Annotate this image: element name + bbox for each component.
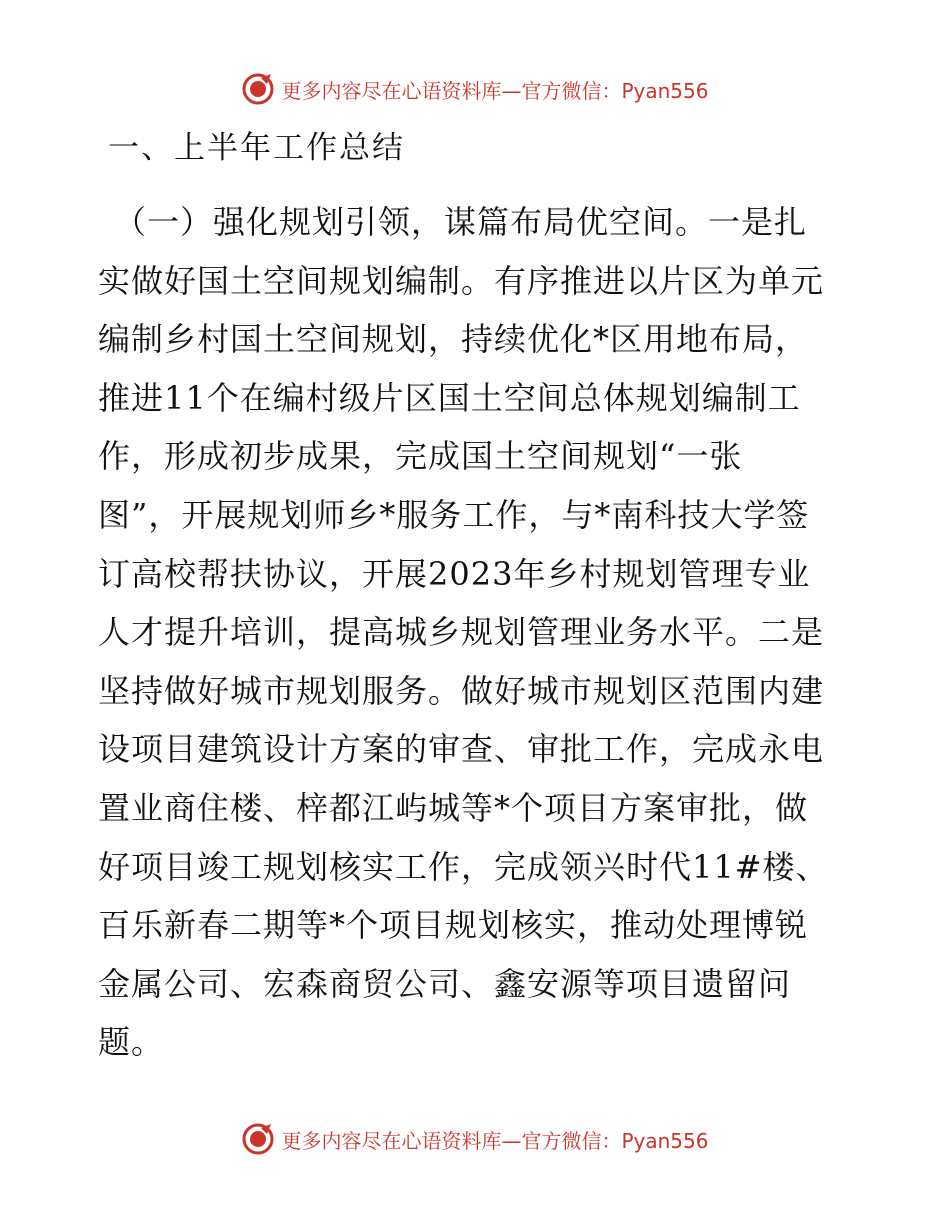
paragraph-line: 作，形成初步成果，完成国土空间规划“一张 — [98, 437, 743, 476]
paragraph-line: 人才提升培训，提高城乡规划管理业务水平。二是 — [98, 613, 825, 652]
pen-logo-icon — [241, 72, 275, 106]
header-watermark — [0, 72, 950, 106]
paragraph-line: 金属公司、宏森商贸公司、鑫安源等项目遗留问 — [98, 964, 792, 1003]
paragraph-line: 设项目建筑设计方案的审查、审批工作，完成永电 — [98, 730, 825, 769]
watermark-text: 更多内容尽在心语资料库—官方微信：Pyan556 — [281, 78, 709, 103]
paragraph-line: 坚持做好城市规划服务。做好城市规划区范围内建 — [98, 671, 825, 710]
pen-logo-icon — [241, 1122, 275, 1156]
paragraph-line: 编制乡村国土空间规划，持续优化*区用地布局， — [98, 320, 809, 359]
section-heading: 一、上半年工作总结 — [108, 130, 405, 166]
body-paragraph — [98, 193, 858, 1072]
paragraph-line: （一）强化规划引领，谋篇布局优空间。一是扎 — [114, 203, 808, 241]
paragraph-line: 订高校帮扶协议，开展2023年乡村规划管理专业 — [98, 554, 811, 593]
paragraph-line: 推进11个在编村级片区国土空间总体规划编制工 — [98, 378, 801, 417]
paragraph-line: 题。 — [98, 1023, 165, 1062]
paragraph-line: 实做好国土空间规划编制。有序推进以片区为单元 — [98, 261, 825, 300]
paragraph-line: 图”，开展规划师乡*服务工作，与*南科技大学签 — [98, 495, 810, 534]
paragraph-line: 好项目竣工规划核实工作，完成领兴时代11#楼、 — [98, 847, 829, 886]
watermark-text: 更多内容尽在心语资料库—官方微信：Pyan556 — [281, 1128, 709, 1153]
paragraph-line: 置业商住楼、梓都江屿城等*个项目方案审批，做 — [98, 788, 809, 827]
footer-watermark — [0, 1122, 950, 1156]
paragraph-line: 百乐新春二期等*个项目规划核实，推动处理博锐 — [98, 906, 809, 945]
